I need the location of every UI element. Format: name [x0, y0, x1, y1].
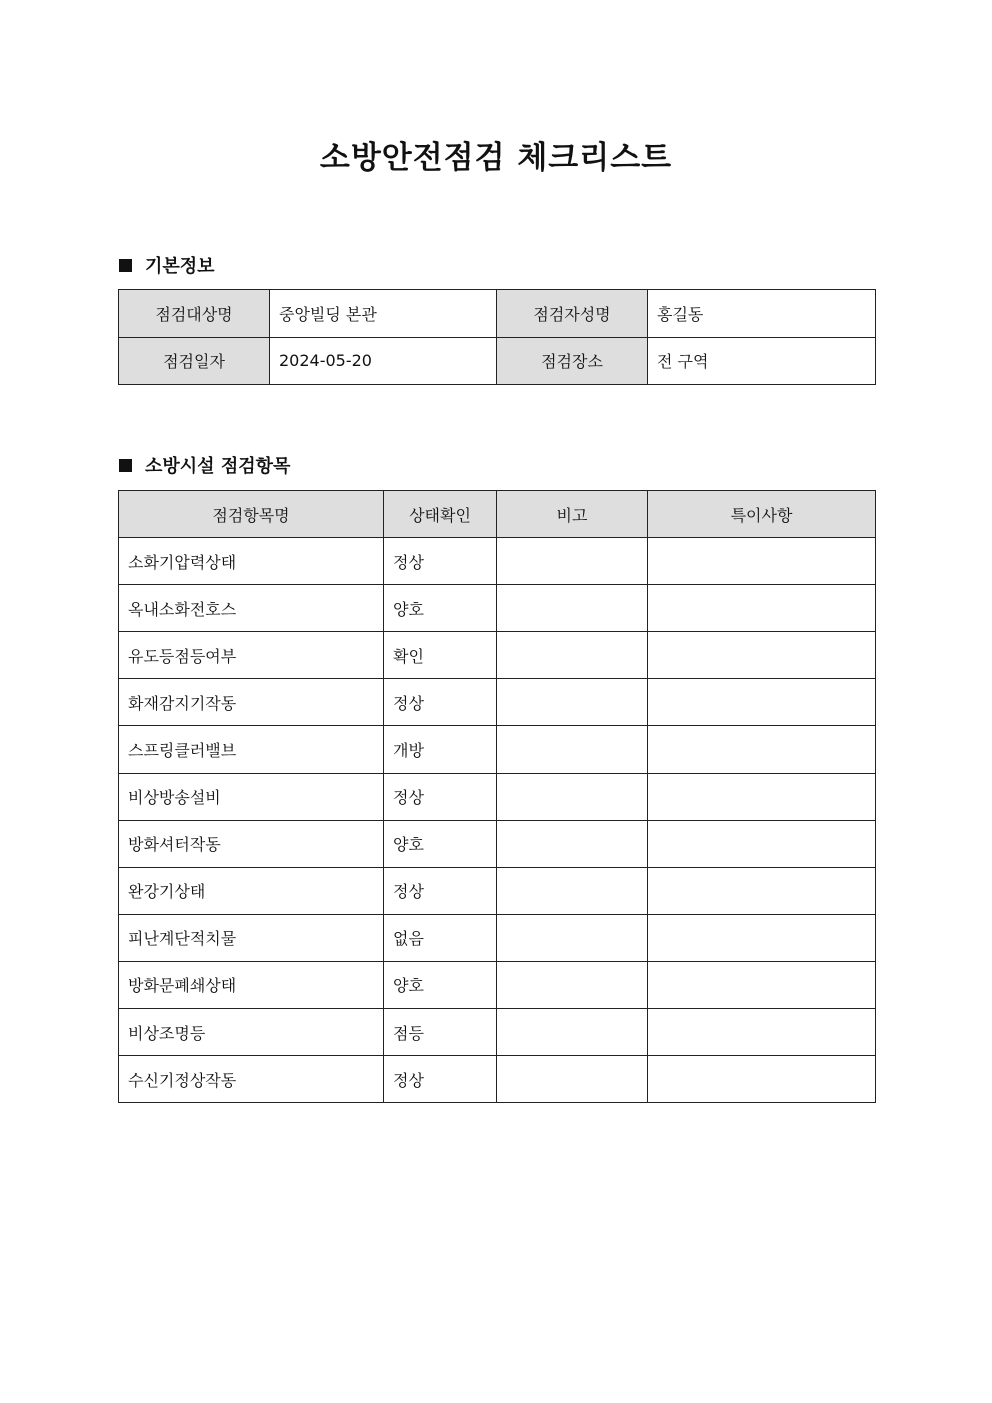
remark-cell[interactable] [648, 914, 876, 961]
status-cell: 양호 [384, 585, 497, 632]
inspection-items-heading [119, 452, 290, 478]
inspection-location-label: 점검장소 [497, 337, 648, 385]
note-cell[interactable] [497, 1056, 648, 1103]
note-cell[interactable] [497, 632, 648, 679]
remark-cell[interactable] [648, 773, 876, 820]
status-cell: 양호 [384, 820, 497, 867]
remark-cell[interactable] [648, 726, 876, 773]
table-row [119, 585, 876, 632]
item-name-cell: 피난계단적치물 [119, 914, 384, 961]
status-cell: 없음 [384, 914, 497, 961]
page-title: 소방안전점검 체크리스트 [319, 140, 673, 176]
table-row [119, 914, 876, 961]
table-row [119, 726, 876, 773]
remark-cell[interactable] [648, 538, 876, 585]
table-row [119, 1056, 876, 1103]
column-header-note: 비고 [497, 491, 648, 538]
item-name-cell: 수신기정상작동 [119, 1056, 384, 1103]
note-cell[interactable] [497, 679, 648, 726]
item-name-cell: 비상조명등 [119, 1009, 384, 1056]
note-cell[interactable] [497, 1009, 648, 1056]
status-cell: 정상 [384, 773, 497, 820]
table-row [119, 538, 876, 585]
basic-info-row [119, 337, 876, 385]
remark-cell[interactable] [648, 820, 876, 867]
item-name-cell: 유도등점등여부 [119, 632, 384, 679]
column-header-item: 점검항목명 [119, 491, 384, 538]
table-row [119, 1009, 876, 1056]
item-name-cell: 완강기상태 [119, 867, 384, 914]
inspector-name-label: 점검자성명 [497, 290, 648, 338]
basic-info-row [119, 290, 876, 338]
item-name-cell: 방화문폐쇄상태 [119, 961, 384, 1008]
remark-cell[interactable] [648, 585, 876, 632]
status-cell: 양호 [384, 961, 497, 1008]
table-row [119, 961, 876, 1008]
note-cell[interactable] [497, 820, 648, 867]
column-header-status: 상태확인 [384, 491, 497, 538]
note-cell[interactable] [497, 538, 648, 585]
basic-info-heading [119, 252, 215, 278]
status-cell: 정상 [384, 1056, 497, 1103]
remark-cell[interactable] [648, 679, 876, 726]
item-name-cell: 옥내소화전호스 [119, 585, 384, 632]
item-name-cell: 화재감지기작동 [119, 679, 384, 726]
note-cell[interactable] [497, 773, 648, 820]
table-row [119, 632, 876, 679]
remark-cell[interactable] [648, 632, 876, 679]
inspection-date-label: 점검일자 [119, 337, 270, 385]
note-cell[interactable] [497, 914, 648, 961]
status-cell: 정상 [384, 867, 497, 914]
status-cell: 정상 [384, 679, 497, 726]
item-name-cell: 소화기압력상태 [119, 538, 384, 585]
table-row [119, 679, 876, 726]
note-cell[interactable] [497, 726, 648, 773]
status-cell: 정상 [384, 538, 497, 585]
item-name-cell: 비상방송설비 [119, 773, 384, 820]
note-cell[interactable] [497, 867, 648, 914]
inspection-items-table [118, 490, 876, 1103]
note-cell[interactable] [497, 585, 648, 632]
table-row [119, 867, 876, 914]
table-row [119, 820, 876, 867]
basic-info-table [118, 289, 876, 385]
remark-cell[interactable] [648, 1009, 876, 1056]
square-bullet-icon [119, 259, 132, 272]
item-name-cell: 스프링클러밸브 [119, 726, 384, 773]
note-cell[interactable] [497, 961, 648, 1008]
status-cell: 확인 [384, 632, 497, 679]
status-cell: 개방 [384, 726, 497, 773]
column-header-remark: 특이사항 [648, 491, 876, 538]
basic-info-heading-label: 기본정보 [145, 256, 215, 277]
square-bullet-icon [119, 459, 132, 472]
table-row [119, 773, 876, 820]
remark-cell[interactable] [648, 961, 876, 1008]
status-cell: 점등 [384, 1009, 497, 1056]
inspector-name-value: 홍길동 [648, 290, 876, 338]
inspection-location-value: 전 구역 [648, 337, 876, 385]
table-header-row [119, 491, 876, 538]
item-name-cell: 방화셔터작동 [119, 820, 384, 867]
remark-cell[interactable] [648, 867, 876, 914]
inspection-items-heading-label: 소방시설 점검항목 [145, 456, 291, 477]
inspection-target-label: 점검대상명 [119, 290, 270, 338]
remark-cell[interactable] [648, 1056, 876, 1103]
inspection-target-value: 중앙빌딩 본관 [270, 290, 497, 338]
inspection-date-value: 2024-05-20 [270, 337, 497, 385]
